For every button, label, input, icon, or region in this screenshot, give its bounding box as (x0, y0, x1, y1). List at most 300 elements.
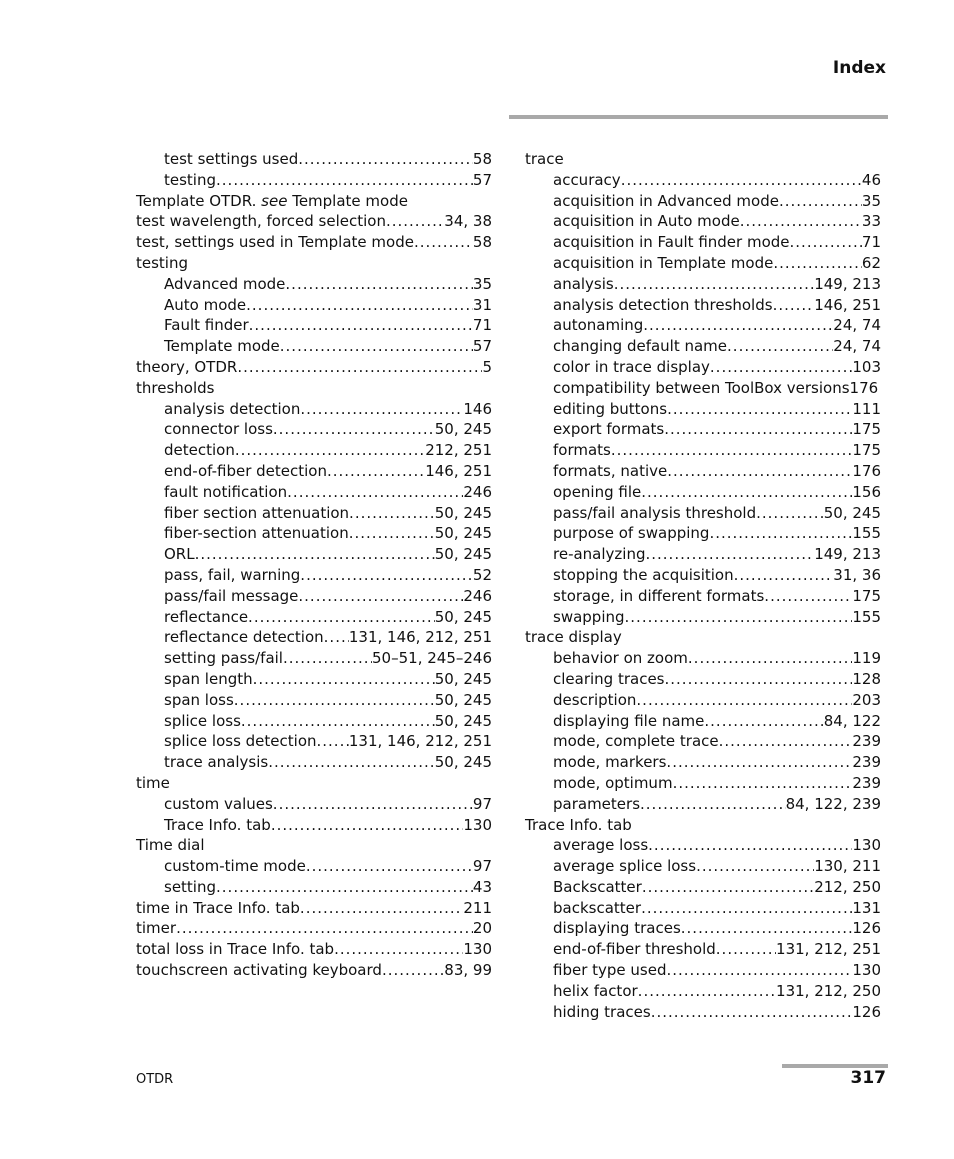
index-subentry (136, 752, 492, 773)
page-reference: 50, 245 (434, 545, 492, 564)
index-term: end-of-fiber threshold (553, 940, 716, 959)
dot-leader (300, 399, 463, 420)
page-reference: 50, 245 (434, 690, 492, 709)
index-term: Trace Info. tab (525, 815, 632, 834)
index-term: pass/fail message (164, 586, 299, 605)
page-reference: 126 (852, 1002, 881, 1021)
header-rule (509, 115, 888, 119)
index-term: formats (553, 441, 611, 460)
index-term: testing (136, 253, 189, 272)
index-entry (136, 918, 492, 939)
index-term: theory, OTDR (136, 357, 238, 376)
dot-leader (386, 211, 444, 232)
index-subentry (525, 170, 881, 191)
index-subentry (525, 939, 881, 960)
index-subentry (525, 295, 881, 316)
page-reference: 84, 122 (823, 711, 881, 730)
index-subentry (525, 232, 881, 253)
page-reference: 176 (849, 378, 879, 397)
page-reference: 57 (472, 337, 492, 356)
index-term: helix factor (553, 981, 638, 1000)
dot-leader (790, 232, 862, 253)
page-reference: 239 (852, 753, 881, 772)
index-entry (136, 211, 492, 232)
dot-leader (641, 482, 852, 503)
dot-leader (216, 877, 473, 898)
index-subentry (136, 149, 492, 170)
dot-leader (673, 773, 853, 794)
index-subentry (136, 544, 492, 565)
index-term: stopping the acquisition (553, 565, 734, 584)
dot-leader (688, 648, 852, 669)
dot-leader (216, 170, 473, 191)
page-reference: 175 (852, 420, 881, 439)
index-term: test settings used (164, 150, 299, 168)
index-term: mode, optimum (553, 773, 673, 792)
index-term: compatibility between ToolBox versions (553, 378, 850, 397)
page-reference: 126 (852, 919, 881, 938)
page-reference: 212, 251 (425, 441, 492, 460)
index-subentry (525, 523, 881, 544)
page-reference: 131, 146, 212, 251 (348, 732, 492, 751)
index-term: editing buttons (553, 399, 668, 418)
index-term: touchscreen activating keyboard (136, 961, 382, 980)
index-subentry (525, 586, 881, 607)
page-reference: 246 (463, 586, 492, 605)
index-subentry (525, 503, 881, 524)
page-reference: 20 (472, 919, 492, 938)
index-subentry (525, 211, 881, 232)
dot-leader (727, 336, 833, 357)
page-reference: 156 (852, 482, 881, 501)
index-entry (136, 253, 492, 274)
index-term: ORL (164, 545, 195, 564)
index-term: pass, fail, warning (164, 565, 301, 584)
index-term: fiber section attenuation (164, 503, 350, 522)
index-term: analysis detection thresholds (553, 295, 773, 314)
page-reference: 34, 38 (444, 212, 492, 231)
page-reference: 24, 74 (833, 337, 881, 356)
index-term: export formats (553, 420, 665, 439)
index-entry (525, 149, 881, 170)
index-subentry (525, 960, 881, 981)
index-subentry (525, 731, 881, 752)
page-reference: 175 (852, 586, 881, 605)
dot-leader (638, 981, 776, 1002)
dot-leader (300, 565, 473, 586)
index-term: fiber type used (553, 961, 667, 980)
page-reference: 52 (472, 565, 492, 584)
index-entry (136, 232, 492, 253)
dot-leader (317, 731, 349, 752)
index-subentry (525, 1002, 881, 1023)
dot-leader (773, 253, 862, 274)
index-subentry (525, 835, 881, 856)
index-heading: Index (832, 58, 886, 78)
index-term: changing default name (553, 337, 728, 356)
index-subentry (525, 669, 881, 690)
page-reference: 111 (852, 399, 881, 418)
page-reference: 239 (852, 773, 881, 792)
page-reference: 58 (472, 233, 492, 252)
index-term: clearing traces (553, 669, 665, 688)
dot-leader (273, 794, 473, 815)
index-term: test, settings used in Template mode (136, 233, 414, 252)
index-subentry (525, 794, 881, 815)
dot-leader (665, 669, 853, 690)
dot-leader (734, 565, 834, 586)
page-reference: 58 (472, 150, 492, 168)
page-reference: 175 (852, 441, 881, 460)
index-term: hiding traces (553, 1002, 651, 1021)
page-reference: 130 (463, 815, 492, 834)
dot-leader (642, 877, 814, 898)
index-subentry (525, 544, 881, 565)
page-reference: 46 (861, 170, 881, 189)
index-subentry (525, 711, 881, 732)
see-reference: see (261, 191, 288, 210)
page-reference: 50, 245 (434, 607, 492, 626)
page-reference: 24, 74 (833, 316, 881, 335)
page-reference: 50, 245 (434, 524, 492, 543)
index-term: test wavelength, forced selection (136, 212, 386, 231)
page-reference: 97 (472, 794, 492, 813)
index-term: time in Trace Info. tab (136, 898, 300, 917)
index-column-right (525, 149, 881, 1022)
page-reference: 246 (463, 482, 492, 501)
index-subentry (136, 627, 492, 648)
dot-leader (234, 690, 435, 711)
index-subentry (525, 399, 881, 420)
index-term: custom values (164, 794, 273, 813)
index-subentry (136, 856, 492, 877)
page-reference: 131 (852, 898, 881, 917)
dot-leader (645, 544, 814, 565)
page-reference: 5 (482, 357, 492, 376)
dot-leader (300, 898, 463, 919)
dot-leader (253, 669, 435, 690)
index-subentry (525, 357, 881, 378)
index-term: fiber-section attenuation (164, 524, 349, 543)
dot-leader (625, 607, 853, 628)
page-reference: 97 (472, 857, 492, 876)
dot-leader (306, 856, 473, 877)
index-term: connector loss (164, 420, 273, 439)
dot-leader (298, 149, 473, 170)
index-subentry (525, 648, 881, 669)
page-reference: 71 (472, 316, 492, 335)
dot-leader (324, 627, 349, 648)
dot-leader (248, 607, 435, 628)
index-term: trace display (525, 628, 622, 647)
dot-leader (696, 856, 814, 877)
index-subentry (136, 690, 492, 711)
dot-leader (779, 191, 862, 212)
index-subentry (136, 586, 492, 607)
dot-leader (651, 1002, 853, 1023)
page-reference: 31 (472, 295, 492, 314)
page-reference: 155 (852, 607, 881, 626)
page-number: 317 (850, 1068, 886, 1088)
index-term: pass/fail analysis threshold (553, 503, 757, 522)
index-term: behavior on zoom (553, 649, 688, 668)
index-term: swapping (553, 607, 625, 626)
index-subentry (525, 690, 881, 711)
index-term: testing (164, 170, 217, 189)
index-term: color in trace display (553, 357, 710, 376)
index-term: span loss (164, 690, 234, 709)
dot-leader (611, 440, 852, 461)
index-subentry (136, 274, 492, 295)
index-subentry (525, 752, 881, 773)
index-term: Backscatter (553, 877, 642, 896)
index-subentry (136, 565, 492, 586)
page-reference: 50, 245 (434, 711, 492, 730)
index-subentry (525, 274, 881, 295)
dot-leader (756, 503, 824, 524)
index-subentry (525, 378, 881, 399)
page-reference: 130 (852, 836, 881, 855)
page-reference: 130 (463, 940, 492, 959)
index-term: accuracy (553, 170, 621, 189)
dot-leader (195, 544, 435, 565)
index-term: trace (525, 150, 564, 168)
index-entry (136, 939, 492, 960)
index-subentry (525, 898, 881, 919)
dot-leader (382, 960, 444, 981)
dot-leader (667, 399, 852, 420)
index-subentry (136, 336, 492, 357)
index-term: setting pass/fail (164, 649, 283, 668)
index-subentry (136, 523, 492, 544)
index-subentry (136, 669, 492, 690)
index-subentry (525, 253, 881, 274)
page-reference: 131, 212, 250 (776, 981, 881, 1000)
page-reference: 155 (852, 524, 881, 543)
dot-leader (176, 918, 473, 939)
index-term: reflectance (164, 607, 249, 626)
page-reference: 130 (852, 961, 881, 980)
dot-leader (621, 170, 862, 191)
dot-leader (740, 211, 862, 232)
index-subentry (136, 461, 492, 482)
page-reference: 35 (472, 274, 492, 293)
index-term: end-of-fiber detection (164, 461, 327, 480)
index-subentry (136, 170, 492, 191)
page-reference: 130, 211 (814, 857, 881, 876)
dot-leader (241, 711, 435, 732)
index-subentry (136, 315, 492, 336)
index-subentry (136, 815, 492, 836)
index-subentry (525, 440, 881, 461)
page-reference: 33 (861, 212, 881, 231)
page-reference: 83, 99 (444, 961, 492, 980)
page-reference: 212, 250 (814, 877, 881, 896)
index-term: displaying file name (553, 711, 705, 730)
index-term: thresholds (136, 378, 215, 397)
dot-leader (285, 274, 473, 295)
page-reference: 50, 245 (434, 420, 492, 439)
page-reference: 146, 251 (814, 295, 881, 314)
index-entry (136, 898, 492, 919)
index-subentry (136, 503, 492, 524)
index-subentry (525, 461, 881, 482)
dot-leader (640, 794, 786, 815)
index-subentry (136, 399, 492, 420)
page-reference: 50, 245 (434, 503, 492, 522)
index-term: average loss (553, 836, 649, 855)
page-reference: 176 (852, 461, 881, 480)
index-subentry (136, 607, 492, 628)
index-term: reflectance detection (164, 628, 324, 647)
index-entry (136, 191, 492, 212)
index-term: acquisition in Advanced mode (553, 191, 779, 210)
index-subentry (525, 918, 881, 939)
dot-leader (287, 482, 463, 503)
page-reference: 35 (861, 191, 881, 210)
dot-leader (773, 295, 815, 316)
page-reference: 43 (472, 877, 492, 896)
index-term: Fault finder (164, 316, 249, 335)
page-reference: 203 (852, 690, 881, 709)
dot-leader (648, 835, 852, 856)
index-entry (136, 357, 492, 378)
index-subentry (525, 419, 881, 440)
page-reference: 119 (852, 649, 881, 668)
index-subentry (525, 981, 881, 1002)
page-reference: 149, 213 (814, 274, 881, 293)
dot-leader (334, 939, 463, 960)
index-subentry (136, 648, 492, 669)
index-term: trace analysis (164, 753, 269, 772)
dot-leader (666, 960, 852, 981)
index-entry (136, 773, 492, 794)
index-term: total loss in Trace Info. tab (136, 940, 335, 959)
index-term: average splice loss (553, 857, 697, 876)
dot-leader (681, 918, 853, 939)
dot-leader (719, 731, 853, 752)
dot-leader (636, 690, 852, 711)
index-subentry (525, 877, 881, 898)
page-reference: 62 (861, 253, 881, 272)
index-term: acquisition in Template mode (553, 253, 774, 272)
dot-leader (280, 336, 473, 357)
page-reference: 149, 213 (814, 545, 881, 564)
dot-leader (271, 815, 464, 836)
index-subentry (525, 191, 881, 212)
dot-leader (349, 503, 435, 524)
index-entry (136, 835, 492, 856)
index-subentry (525, 315, 881, 336)
dot-leader (666, 752, 852, 773)
index-subentry (525, 607, 881, 628)
see-target: Template mode (287, 191, 408, 210)
page-reference: 50, 245 (823, 503, 881, 522)
index-term: Time dial (136, 836, 205, 855)
index-term: analysis (553, 274, 614, 293)
dot-leader (273, 419, 435, 440)
dot-leader (709, 523, 852, 544)
index-term: purpose of swapping (553, 524, 710, 543)
index-term: splice loss detection (164, 732, 317, 751)
index-subentry (136, 419, 492, 440)
index-entry (525, 627, 881, 648)
dot-leader (349, 523, 435, 544)
page-reference: 103 (852, 357, 881, 376)
index-subentry (136, 877, 492, 898)
index-term: analysis detection (164, 399, 301, 418)
page-reference: 131, 146, 212, 251 (348, 628, 492, 647)
index-subentry (136, 794, 492, 815)
page-reference: 128 (852, 669, 881, 688)
index-term-text: Template OTDR. (136, 191, 262, 210)
dot-leader (414, 232, 473, 253)
index-term: custom-time mode (164, 857, 306, 876)
index-subentry (136, 731, 492, 752)
index-term: formats, native (553, 461, 668, 480)
footer-document-title: OTDR (136, 1072, 174, 1087)
dot-leader (664, 419, 852, 440)
page-reference: 50, 245 (434, 669, 492, 688)
index-term: splice loss (164, 711, 241, 730)
page-reference: 146, 251 (425, 461, 492, 480)
index-term: detection (164, 441, 235, 460)
dot-leader (268, 752, 435, 773)
index-column-left (136, 149, 492, 981)
page-reference: 146 (463, 399, 492, 418)
page-reference: 31, 36 (833, 565, 881, 584)
index-entry (136, 960, 492, 981)
dot-leader (643, 315, 833, 336)
index-term: setting (164, 877, 217, 896)
dot-leader (235, 440, 425, 461)
dot-leader (237, 357, 482, 378)
index-subentry (136, 440, 492, 461)
index-term: re-analyzing (553, 545, 646, 564)
index-entry (136, 378, 492, 399)
index-subentry (525, 856, 881, 877)
index-subentry (136, 482, 492, 503)
index-subentry (136, 711, 492, 732)
index-term: autonaming (553, 316, 644, 335)
index-term: parameters (553, 794, 641, 813)
page-reference: 84, 122, 239 (785, 794, 881, 813)
index-term: backscatter (553, 898, 642, 917)
page-reference: 50–51, 245–246 (372, 649, 492, 668)
dot-leader (298, 586, 463, 607)
index-term: opening file (553, 482, 642, 501)
dot-leader (667, 461, 852, 482)
index-term: timer (136, 919, 177, 938)
index-term: Trace Info. tab (164, 815, 271, 834)
dot-leader (716, 939, 776, 960)
index-term: Advanced mode (164, 274, 286, 293)
index-term: displaying traces (553, 919, 681, 938)
index-term: storage, in different formats (553, 586, 765, 605)
dot-leader (614, 274, 814, 295)
index-term: mode, complete trace (553, 732, 719, 751)
index-term: Template mode (164, 337, 280, 356)
page-reference: 57 (472, 170, 492, 189)
index-term: fault notification (164, 482, 288, 501)
page-reference: 50, 245 (434, 753, 492, 772)
page-reference: 131, 212, 251 (776, 940, 881, 959)
dot-leader (283, 648, 372, 669)
dot-leader (249, 315, 473, 336)
index-subentry (525, 336, 881, 357)
index-term: description (553, 690, 637, 709)
page-reference: 239 (852, 732, 881, 751)
